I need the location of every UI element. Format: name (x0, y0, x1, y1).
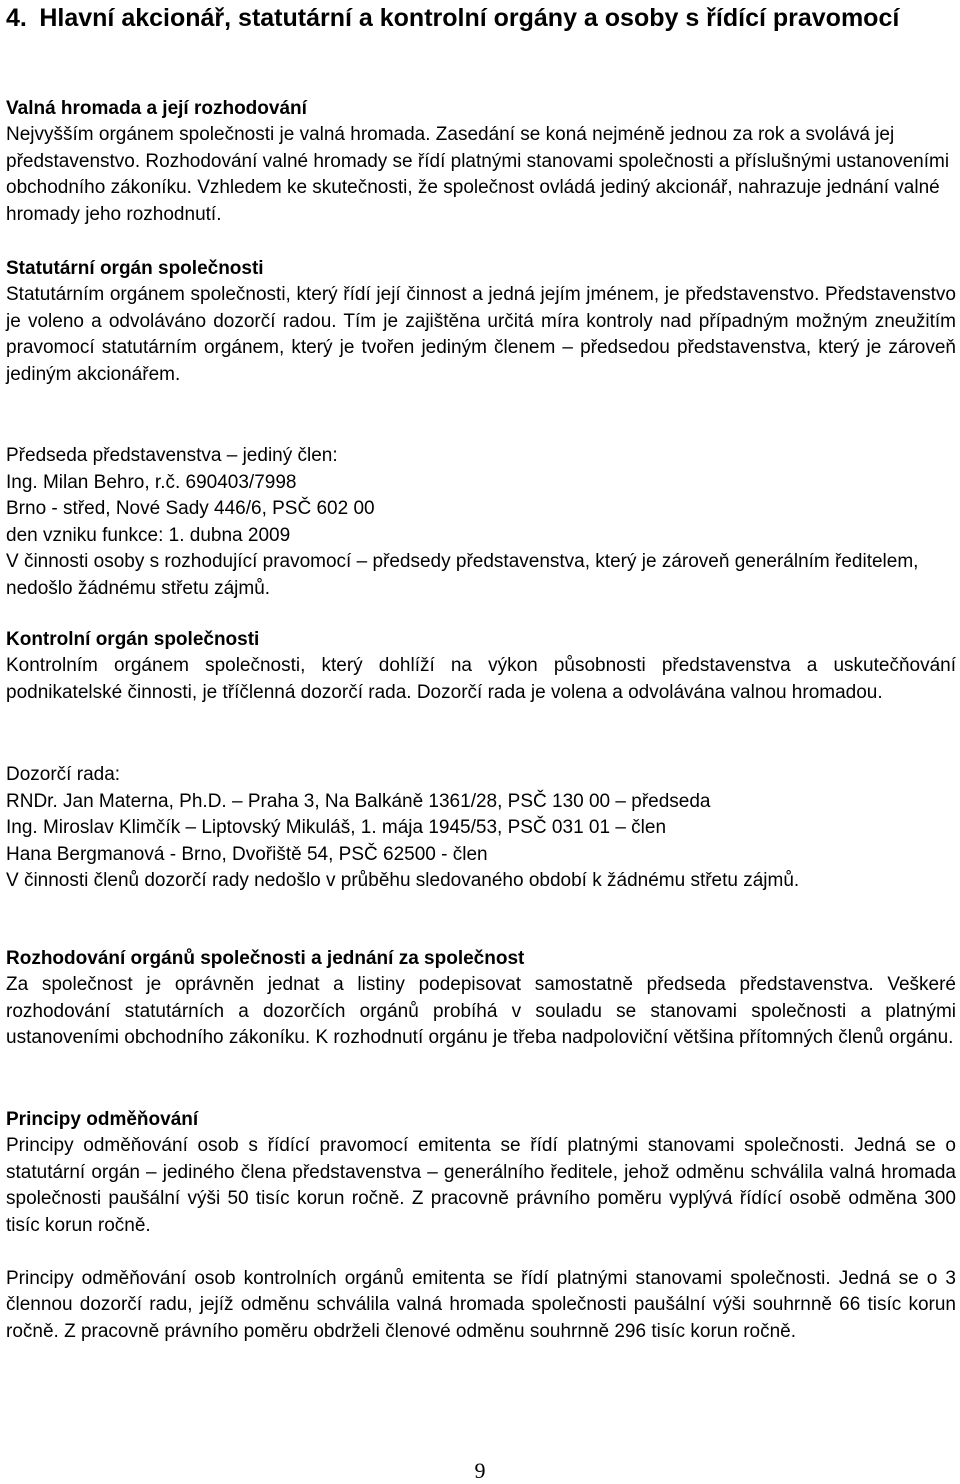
board-member: RNDr. Jan Materna, Ph.D. – Praha 3, Na Balkáně 1361/28, PSČ 130 00 – předseda (6, 790, 711, 812)
section-paragraph: Kontrolním orgánem společnosti, který dohlíží na výkon působnosti představenstva a uskutečňování podnikatelské činnosti, je tříčlenná dozorčí rada. Dozorčí rada je volena a odvolávána valnou hromadou. (6, 655, 956, 703)
section-paragraph: Nejvyšším orgánem společnosti je valná hromada. Zasedání se koná nejméně jednou za rok a svolává jej představenstvo. Rozhodování valné hromady se řídí platnými stanovami společnosti a příslušnými ustanoveními obchodního zákoníku. Vzhledem ke skutečnosti, že společnost ovládá jediný akcionář, nahrazuje jednání valné hromady jeho rozhodnutí. (6, 124, 950, 225)
board-member: Ing. Miroslav Klimčík – Liptovský Mikuláš, 1. mája 1945/53, PSČ 031 01 – člen (6, 817, 667, 838)
section-paragraph: Statutárním orgánem společnosti, který řídí její činnost a jedná jejím jménem, je představenstvo. Představenstvo je voleno a odvoláváno dozorčí radou. Tím je zajištěna určitá míra kontroly nad případným možným zneužitím pravomocí statutárním orgánem, který je tvořen jediným členem – předsedou představenstva, který je zároveň jediným akcionářem. (6, 284, 956, 385)
section-general-meeting (6, 96, 956, 228)
section-statutory-body (6, 256, 956, 388)
section-remuneration (6, 1107, 956, 1345)
board-label: Dozorčí rada: (6, 764, 121, 785)
section-supervisory-board (6, 762, 956, 895)
section-paragraph: V činnosti osoby s rozhodující pravomocí – předsedy představenstva, který je zároveň generálním ředitelem, nedošlo žádnému střetu zájmů. (6, 551, 919, 599)
section-paragraph: Principy odměňování osob kontrolních orgánů emitenta se řídí platnými stanovami společnosti. Jedná se o 3 člennou dozorčí radu, jejíž odměnu schválila valná hromada společnosti paušální výši souhrnně 66 tisíc korun ročně. Z pracovně právního poměru obdrželi členové odměnu souhrnně 296 tisíc korun ročně. (6, 1267, 956, 1342)
section-supervisory-body (6, 627, 956, 706)
chairman-address: Brno - střed, Nové Sady 446/6, PSČ 602 00 (6, 498, 375, 519)
chairman-since: den vzniku funkce: 1. dubna 2009 (6, 524, 291, 546)
section-paragraph: V činnosti členů dozorčí rady nedošlo v průběhu sledovaného období k žádnému střetu zájmů. (6, 870, 800, 891)
section-paragraph: Za společnost je oprávněn jednat a listiny podepisovat samostatně předseda představenstva. Veškeré rozhodování statutárních a dozorčích orgánů probíhá v souladu se stanovami společnosti a platnými ustanoveními obchodního zákoníku. K rozhodnutí orgánu je třeba nadpoloviční většina přítomných členů orgánu. (6, 974, 956, 1048)
section-heading: Valná hromada a její rozhodování (6, 98, 307, 119)
section-chairman (6, 443, 956, 602)
board-member: Hana Bergmanová - Brno, Dvořiště 54, PSČ 62500 - člen (6, 843, 488, 865)
page-number: 9 (474, 1458, 486, 1483)
section-heading: Principy odměňování (6, 1109, 199, 1130)
section-heading: Kontrolní orgán společnosti (6, 629, 260, 650)
page-title: 4. Hlavní akcionář, statutární a kontrolní orgány a osoby s řídící pravomocí (6, 4, 900, 32)
section-heading: Statutární orgán společnosti (6, 258, 264, 279)
section-decision-making (6, 946, 956, 1052)
section-paragraph: Principy odměňování osob s řídící pravomocí emitenta se řídí platnými stanovami společnosti. Jedná se o statutární orgán – jediného člena představenstva – generálního ředitele, jehož odměnu schválila valná hromada společnosti paušální výši 50 tisíc korun ročně. Z pracovně právního poměru vyplývá řídící osobě odměna 300 tisíc korun ročně. (6, 1135, 956, 1236)
section-heading: Rozhodování orgánů společnosti a jednání za společnost (6, 948, 525, 969)
chairman-label: Předseda představenstva – jediný člen: (6, 445, 338, 466)
chairman-name: Ing. Milan Behro, r.č. 690403/7998 (6, 471, 297, 493)
